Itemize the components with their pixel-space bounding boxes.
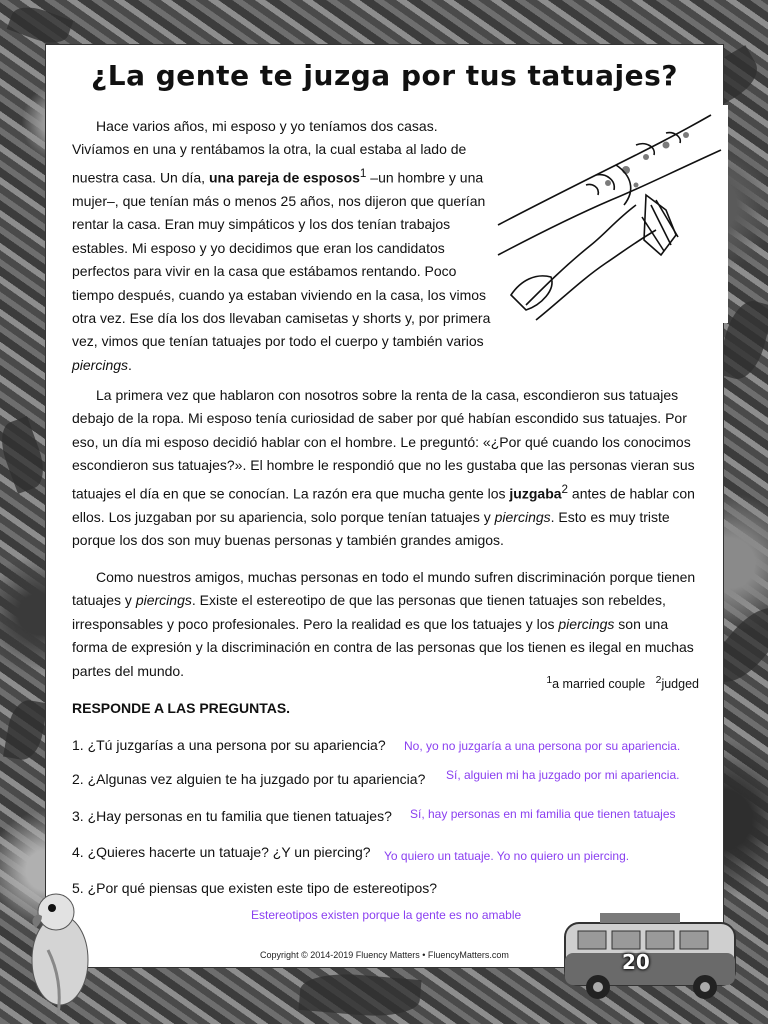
footnotes: $^1$a married couple $^2$judged <box>546 675 699 692</box>
footnote-marker: 2 <box>561 482 569 496</box>
paragraph-2: La primera vez que hablaron con nosotros sobre la renta de la casa, escondieron sus tatuajes debajo de la ropa. Mi esposo tenía curiosidad de saber por qué habían escondido sus tatuajes. Por eso, un día mi esposo decidió hablar con el hombre. Le preguntó: «¿Por qué cuando los conocimos escondieron sus tatuajes?». El hombre le respondió que no les gustaba que las personas vieran sus tatuajes el día en que se conocían. La razón era que mucha gente los juzgaba$^2$ antes de hablar con ellos. Los juzgaban por su apariencia, solo porque tenían tatuajes y piercings. Esto es muy triste porque los dos son muy buenas personas y también grandes amigos. <box>72 387 695 549</box>
worksheet-page <box>45 44 724 968</box>
paragraph-1: Hace varios años, mi esposo y yo teníamos dos casas. Vivíamos en una y rentábamos la otra, la cual estaba al lado de nuestra casa. Un día, una pareja de esposos$^1$ –un hombre y una mujer–, que tenían más o menos 25 años, nos dijeron que querían rentar la casa. Eran muy simpáticos y los dos tenían trabajos estables. Mi esposo y yo decidimos que eran los candidatos perfectos para vivir en la casa que estábamos rentando. Poco tiempo después, cuando ya estaban viviendo en la casa, los vimos otra vez. Ese día los dos llevaban camisetas y shorts y, por primera vez, vimos que tenían tatuajes por todo el cuerpo y también varios piercings. <box>72 118 491 373</box>
copyright-notice: Copyright © 2014-2019 Fluency Matters • FluencyMatters.com <box>260 950 509 960</box>
question-4: 4. ¿Quieres hacerte un tatuaje? ¿Y un piercing? <box>72 844 371 860</box>
page-title: ¿La gente te juzga por tus tatuajes? <box>90 59 678 92</box>
answer-1[interactable]: No, yo no juzgaría a una persona por su apariencia. <box>404 739 681 753</box>
page-number: 20 <box>622 950 650 974</box>
van-photo <box>560 905 760 1005</box>
answer-4[interactable]: Yo quiero un tatuaje. Yo no quiero un piercing. <box>384 849 630 863</box>
paragraph-3: Como nuestros amigos, muchas personas en todo el mundo sufren discriminación porque tienen tatuajes y piercings. Existe el estereotipo de que las personas que tienen tatuajes son rebeldes, irresponsables y poco profesionales. Pero la realidad es que los tatuajes y los piercings son una forma de expresión y la discriminación en contra de las personas que los tienen es ilegal en muchas partes del mundo. <box>72 569 696 679</box>
answer-2[interactable]: Sí, alguien mi ha juzgado por mi apariencia. <box>446 768 680 782</box>
questions-heading: RESPONDE A LAS PREGUNTAS. <box>72 700 291 716</box>
question-5: 5. ¿Por qué piensas que existen este tipo de estereotipos? <box>72 880 438 896</box>
parrot-photo <box>18 890 98 1020</box>
footnote-marker: 1 <box>359 166 367 180</box>
question-2: 2. ¿Algunas vez alguien te ha juzgado por tu apariencia? <box>72 771 426 787</box>
answer-5[interactable]: Estereotipos existen porque la gente es no amable <box>251 908 522 922</box>
question-3: 3. ¿Hay personas en tu familia que tienen tatuajes? <box>72 808 392 824</box>
tattoo-illustration <box>496 105 728 323</box>
question-1: 1. ¿Tú juzgarías a una persona por su apariencia? <box>72 737 386 753</box>
vocab-highlight: juzgaba <box>509 485 562 502</box>
answer-3[interactable]: Sí, hay personas en mi familia que tienen tatuajes <box>410 807 676 821</box>
vocab-highlight: una pareja de esposos <box>208 169 360 186</box>
